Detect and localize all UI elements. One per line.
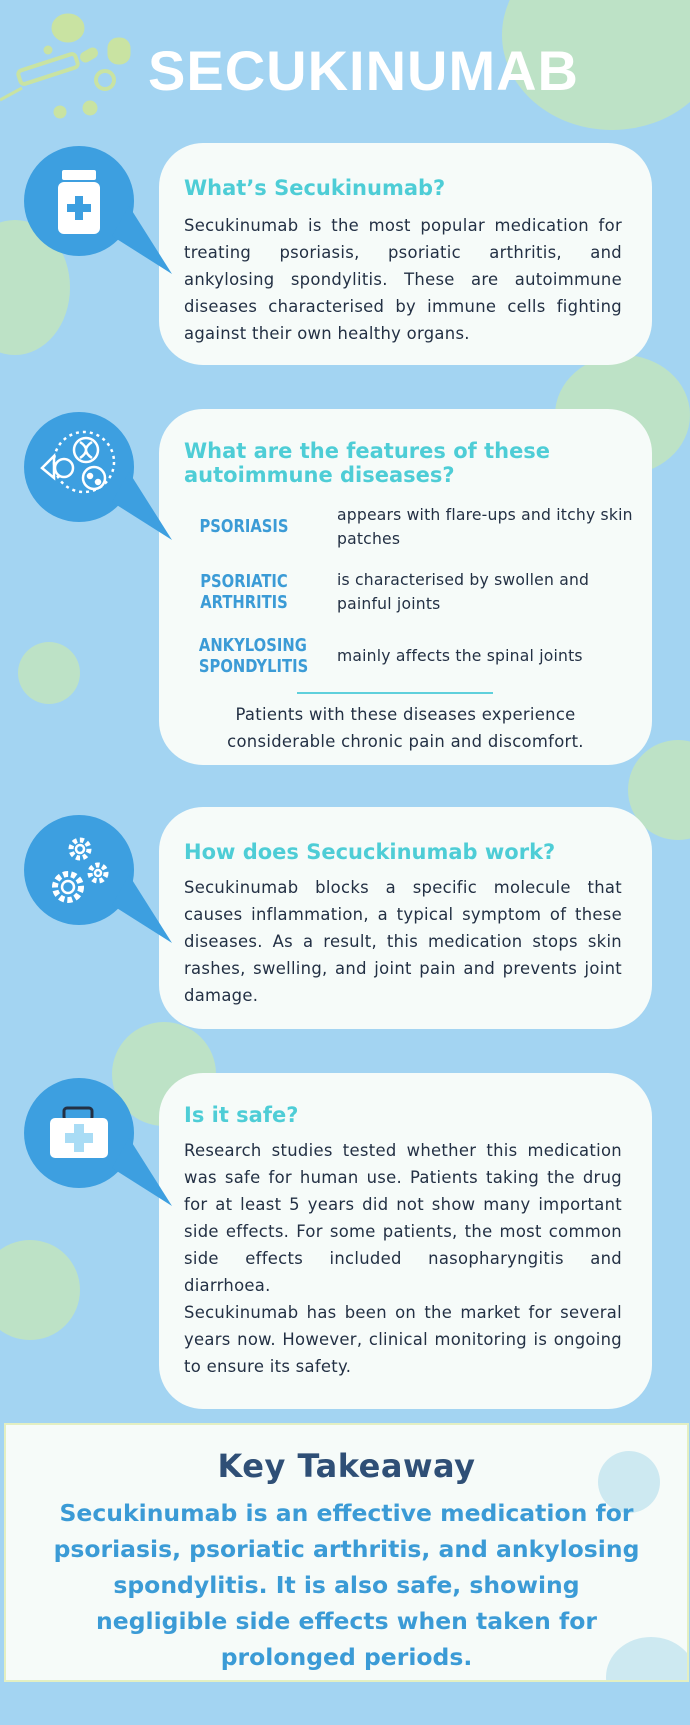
section-heading: What’s Secukinumab? xyxy=(184,176,446,200)
section-note: Patients with these diseases experience considerable chronic pain and discomfort. xyxy=(227,705,584,751)
feature-term-psoriatic-arthritis: PSORIATIC ARTHRITIS xyxy=(200,571,288,613)
feature-term-psoriasis: PSORIASIS xyxy=(199,516,289,537)
section-card-is-it-safe xyxy=(159,1073,652,1409)
divider xyxy=(297,692,493,694)
medicine-bottle-icon xyxy=(24,146,194,276)
page-title: SECUKINUMAB xyxy=(148,39,579,102)
section-heading: How does Secuckinumab work? xyxy=(184,840,556,864)
section-heading: What are the features of these autoimmune diseases? xyxy=(184,439,551,487)
decorative-circle xyxy=(0,1240,80,1340)
takeaway-text: Secukinumab is an effective medication for psoriasis, psoriatic arthritis, and ankylosing spondylitis. It is also safe, showing negligible side effects when taken for prolonged periods. xyxy=(53,1499,640,1671)
feature-desc: is characterised by swollen and painful joints xyxy=(337,571,590,613)
decorative-circle xyxy=(18,642,80,704)
syringe-and-pills-illustration xyxy=(0,10,140,130)
section-heading: Is it safe? xyxy=(184,1103,299,1127)
section-body: Secukinumab blocks a specific molecule that causes inflammation, a typical symptom of these diseases. As a result, this medication stops skin rashes, swelling, and joint pain and prevents joint damage. xyxy=(184,878,622,1005)
feature-desc: mainly affects the spinal joints xyxy=(337,647,583,665)
takeaway-heading: Key Takeaway xyxy=(217,1447,476,1485)
section-card-whats-secukinumab xyxy=(159,143,652,365)
section-card-features xyxy=(159,409,652,765)
first-aid-kit-icon xyxy=(24,1078,194,1208)
section-body: Secukinumab is the most popular medication for treating psoriasis, psoriatic arthritis, and ankylosing spondylitis. These are autoimmune diseases characterised by immune cells fighting against their own healthy organs. xyxy=(184,216,622,343)
key-takeaway-box xyxy=(4,1423,689,1682)
section-body-secondary: Secukinumab has been on the market for several years now. However, clinical monitoring is ongoing to ensure its safety. xyxy=(184,1303,622,1376)
feature-desc: appears with flare-ups and itchy skin patches xyxy=(337,506,633,548)
feature-term-ankylosing-spondylitis: ANKYLOSING SPONDYLITIS xyxy=(198,635,309,677)
microbes-icon xyxy=(24,412,194,542)
section-body: Research studies tested whether this medication was safe for human use. Patients taking the drug for at least 5 years did not show many important side effects. For some patients, the most common side effects included nasopharyngitis and diarrhoea. xyxy=(184,1141,622,1295)
section-card-how-it-works xyxy=(159,807,652,1029)
gears-icon xyxy=(24,815,194,945)
